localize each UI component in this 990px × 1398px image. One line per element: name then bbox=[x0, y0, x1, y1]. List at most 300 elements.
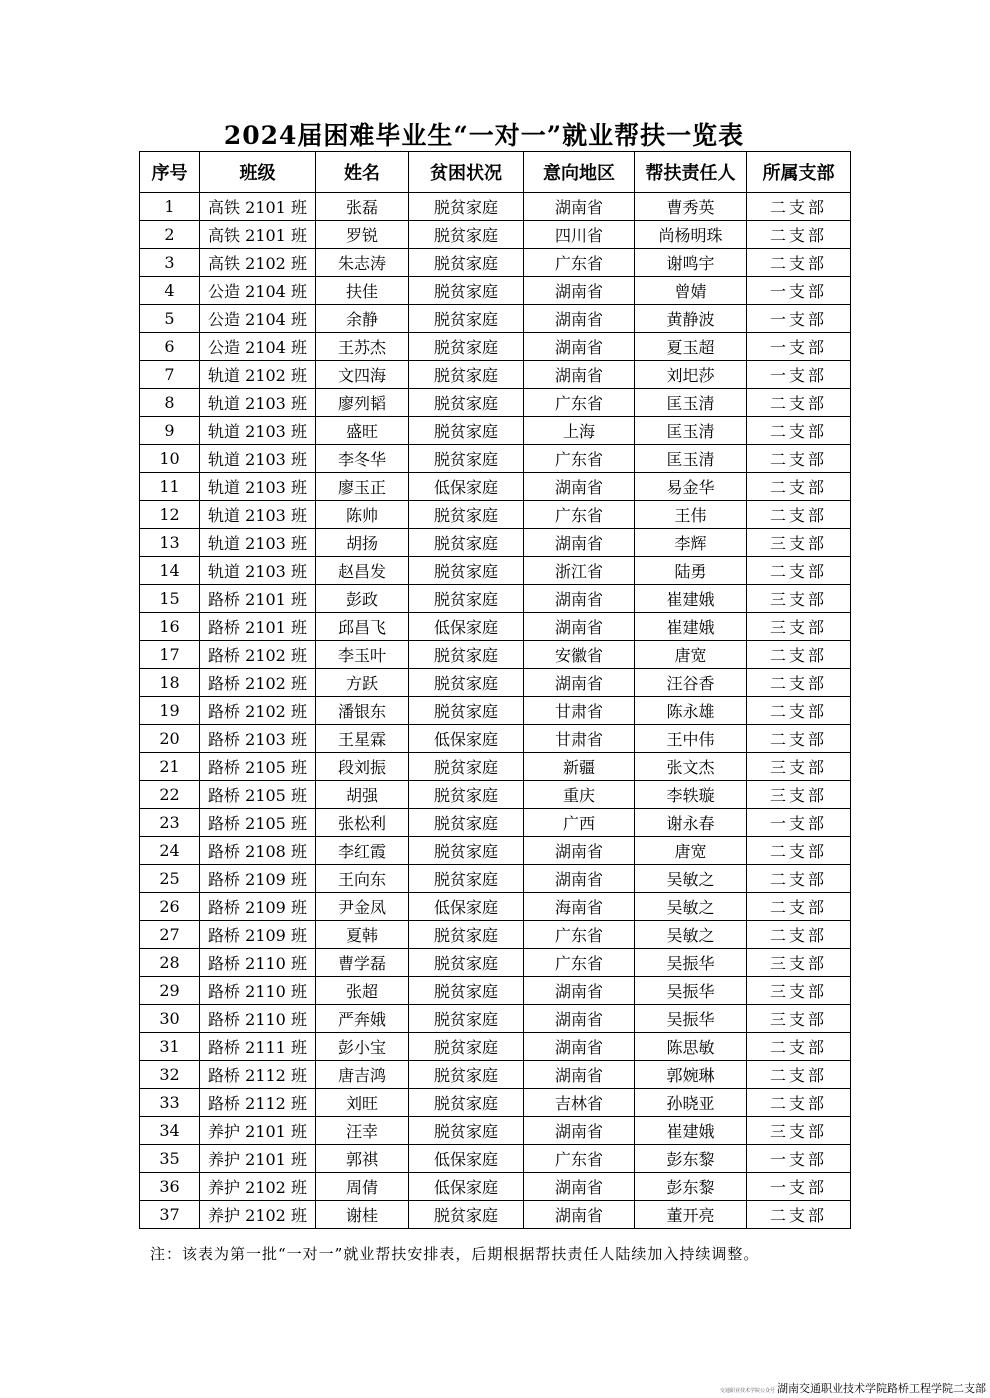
table-row bbox=[140, 1117, 851, 1145]
intended-region-cell: 安徽省 bbox=[524, 641, 635, 669]
responsible-person-cell: 曾婧 bbox=[635, 277, 747, 305]
header-cell: 序号 bbox=[140, 152, 200, 193]
branch-cell: 二支部 bbox=[747, 445, 851, 473]
responsible-person-cell: 尚杨明珠 bbox=[635, 221, 747, 249]
row-number-cell: 31 bbox=[140, 1033, 200, 1061]
branch-cell: 一支部 bbox=[747, 361, 851, 389]
responsible-person-cell: 汪谷香 bbox=[635, 669, 747, 697]
intended-region-cell: 浙江省 bbox=[524, 557, 635, 585]
responsible-person-cell: 陈思敏 bbox=[635, 1033, 747, 1061]
class-name-cell: 路桥 2103 班 bbox=[200, 725, 316, 753]
class-name-cell: 公造 2104 班 bbox=[200, 277, 316, 305]
table-row bbox=[140, 389, 851, 417]
student-name-cell: 廖列韬 bbox=[316, 389, 409, 417]
class-name-cell: 轨道 2103 班 bbox=[200, 445, 316, 473]
branch-cell: 一支部 bbox=[747, 1145, 851, 1173]
branch-cell: 二支部 bbox=[747, 669, 851, 697]
row-number-cell: 2 bbox=[140, 221, 200, 249]
responsible-person-cell: 唐宽 bbox=[635, 837, 747, 865]
intended-region-cell: 湖南省 bbox=[524, 977, 635, 1005]
class-name-cell: 路桥 2105 班 bbox=[200, 781, 316, 809]
table-row bbox=[140, 277, 851, 305]
responsible-person-cell: 吴敏之 bbox=[635, 893, 747, 921]
poverty-status-cell: 脱贫家庭 bbox=[409, 949, 524, 977]
table-row bbox=[140, 221, 851, 249]
student-name-cell: 朱志涛 bbox=[316, 249, 409, 277]
responsible-person-cell: 陆勇 bbox=[635, 557, 747, 585]
intended-region-cell: 广东省 bbox=[524, 249, 635, 277]
responsible-person-cell: 匡玉清 bbox=[635, 389, 747, 417]
row-number-cell: 36 bbox=[140, 1173, 200, 1201]
class-name-cell: 路桥 2102 班 bbox=[200, 669, 316, 697]
row-number-cell: 8 bbox=[140, 389, 200, 417]
responsible-person-cell: 郭婉琳 bbox=[635, 1061, 747, 1089]
row-number-cell: 21 bbox=[140, 753, 200, 781]
class-name-cell: 路桥 2109 班 bbox=[200, 921, 316, 949]
branch-cell: 二支部 bbox=[747, 417, 851, 445]
table-row bbox=[140, 1061, 851, 1089]
class-name-cell: 路桥 2108 班 bbox=[200, 837, 316, 865]
assistance-table bbox=[139, 151, 851, 1229]
poverty-status-cell: 脱贫家庭 bbox=[409, 501, 524, 529]
student-name-cell: 罗锐 bbox=[316, 221, 409, 249]
row-number-cell: 23 bbox=[140, 809, 200, 837]
branch-cell: 三支部 bbox=[747, 1005, 851, 1033]
class-name-cell: 轨道 2103 班 bbox=[200, 389, 316, 417]
table-row bbox=[140, 193, 851, 221]
intended-region-cell: 湖南省 bbox=[524, 361, 635, 389]
intended-region-cell: 广西 bbox=[524, 809, 635, 837]
class-name-cell: 路桥 2110 班 bbox=[200, 949, 316, 977]
poverty-status-cell: 脱贫家庭 bbox=[409, 809, 524, 837]
source-footer bbox=[720, 1380, 986, 1396]
student-name-cell: 汪幸 bbox=[316, 1117, 409, 1145]
student-name-cell: 唐吉鸿 bbox=[316, 1061, 409, 1089]
responsible-person-cell: 董开亮 bbox=[635, 1201, 747, 1229]
branch-cell: 三支部 bbox=[747, 781, 851, 809]
row-number-cell: 17 bbox=[140, 641, 200, 669]
row-number-cell: 15 bbox=[140, 585, 200, 613]
row-number-cell: 4 bbox=[140, 277, 200, 305]
poverty-status-cell: 脱贫家庭 bbox=[409, 249, 524, 277]
row-number-cell: 1 bbox=[140, 193, 200, 221]
row-number-cell: 18 bbox=[140, 669, 200, 697]
responsible-person-cell: 陈永雄 bbox=[635, 697, 747, 725]
student-name-cell: 廖玉正 bbox=[316, 473, 409, 501]
poverty-status-cell: 低保家庭 bbox=[409, 1173, 524, 1201]
table-row bbox=[140, 361, 851, 389]
responsible-person-cell: 吴振华 bbox=[635, 1005, 747, 1033]
student-name-cell: 扶佳 bbox=[316, 277, 409, 305]
poverty-status-cell: 脱贫家庭 bbox=[409, 333, 524, 361]
student-name-cell: 文四海 bbox=[316, 361, 409, 389]
class-name-cell: 路桥 2102 班 bbox=[200, 641, 316, 669]
responsible-person-cell: 孙晓亚 bbox=[635, 1089, 747, 1117]
class-name-cell: 公造 2104 班 bbox=[200, 305, 316, 333]
intended-region-cell: 湖南省 bbox=[524, 1173, 635, 1201]
intended-region-cell: 甘肃省 bbox=[524, 725, 635, 753]
responsible-person-cell: 崔建娥 bbox=[635, 613, 747, 641]
header-cell: 意向地区 bbox=[524, 152, 635, 193]
poverty-status-cell: 低保家庭 bbox=[409, 725, 524, 753]
branch-cell: 二支部 bbox=[747, 865, 851, 893]
branch-cell: 二支部 bbox=[747, 641, 851, 669]
row-number-cell: 37 bbox=[140, 1201, 200, 1229]
row-number-cell: 12 bbox=[140, 501, 200, 529]
intended-region-cell: 湖南省 bbox=[524, 865, 635, 893]
responsible-person-cell: 崔建娥 bbox=[635, 585, 747, 613]
intended-region-cell: 湖南省 bbox=[524, 305, 635, 333]
table-row bbox=[140, 1089, 851, 1117]
table-row bbox=[140, 977, 851, 1005]
table-row bbox=[140, 753, 851, 781]
row-number-cell: 34 bbox=[140, 1117, 200, 1145]
responsible-person-cell: 匡玉清 bbox=[635, 417, 747, 445]
intended-region-cell: 甘肃省 bbox=[524, 697, 635, 725]
table-row bbox=[140, 1145, 851, 1173]
branch-cell: 二支部 bbox=[747, 249, 851, 277]
table-row bbox=[140, 501, 851, 529]
student-name-cell: 王苏杰 bbox=[316, 333, 409, 361]
intended-region-cell: 广东省 bbox=[524, 1145, 635, 1173]
class-name-cell: 路桥 2101 班 bbox=[200, 613, 316, 641]
intended-region-cell: 湖南省 bbox=[524, 333, 635, 361]
branch-cell: 二支部 bbox=[747, 837, 851, 865]
poverty-status-cell: 低保家庭 bbox=[409, 893, 524, 921]
poverty-status-cell: 脱贫家庭 bbox=[409, 669, 524, 697]
poverty-status-cell: 脱贫家庭 bbox=[409, 1005, 524, 1033]
class-name-cell: 养护 2101 班 bbox=[200, 1117, 316, 1145]
class-name-cell: 路桥 2101 班 bbox=[200, 585, 316, 613]
student-name-cell: 陈帅 bbox=[316, 501, 409, 529]
class-name-cell: 轨道 2103 班 bbox=[200, 473, 316, 501]
row-number-cell: 20 bbox=[140, 725, 200, 753]
row-number-cell: 11 bbox=[140, 473, 200, 501]
row-number-cell: 9 bbox=[140, 417, 200, 445]
poverty-status-cell: 脱贫家庭 bbox=[409, 305, 524, 333]
responsible-person-cell: 匡玉清 bbox=[635, 445, 747, 473]
table-row bbox=[140, 1005, 851, 1033]
header-cell: 姓名 bbox=[316, 152, 409, 193]
branch-cell: 二支部 bbox=[747, 921, 851, 949]
student-name-cell: 彭小宝 bbox=[316, 1033, 409, 1061]
branch-cell: 二支部 bbox=[747, 389, 851, 417]
class-name-cell: 养护 2101 班 bbox=[200, 1145, 316, 1173]
table-body bbox=[140, 193, 851, 1229]
intended-region-cell: 湖南省 bbox=[524, 277, 635, 305]
branch-cell: 三支部 bbox=[747, 1117, 851, 1145]
class-name-cell: 路桥 2105 班 bbox=[200, 753, 316, 781]
table-row bbox=[140, 1033, 851, 1061]
responsible-person-cell: 张文杰 bbox=[635, 753, 747, 781]
branch-cell: 一支部 bbox=[747, 277, 851, 305]
intended-region-cell: 湖南省 bbox=[524, 837, 635, 865]
class-name-cell: 路桥 2111 班 bbox=[200, 1033, 316, 1061]
responsible-person-cell: 王伟 bbox=[635, 501, 747, 529]
intended-region-cell: 广东省 bbox=[524, 389, 635, 417]
poverty-status-cell: 低保家庭 bbox=[409, 613, 524, 641]
student-name-cell: 潘银东 bbox=[316, 697, 409, 725]
poverty-status-cell: 脱贫家庭 bbox=[409, 697, 524, 725]
table-row bbox=[140, 1201, 851, 1229]
table-row bbox=[140, 473, 851, 501]
header-cell: 贫困状况 bbox=[409, 152, 524, 193]
responsible-person-cell: 吴振华 bbox=[635, 949, 747, 977]
table-row bbox=[140, 837, 851, 865]
student-name-cell: 王向东 bbox=[316, 865, 409, 893]
responsible-person-cell: 彭东黎 bbox=[635, 1145, 747, 1173]
branch-cell: 二支部 bbox=[747, 893, 851, 921]
responsible-person-cell: 李轶璇 bbox=[635, 781, 747, 809]
responsible-person-cell: 吴敏之 bbox=[635, 865, 747, 893]
responsible-person-cell: 曹秀英 bbox=[635, 193, 747, 221]
poverty-status-cell: 脱贫家庭 bbox=[409, 977, 524, 1005]
poverty-status-cell: 脱贫家庭 bbox=[409, 1089, 524, 1117]
row-number-cell: 14 bbox=[140, 557, 200, 585]
class-name-cell: 路桥 2112 班 bbox=[200, 1089, 316, 1117]
student-name-cell: 段刘振 bbox=[316, 753, 409, 781]
poverty-status-cell: 脱贫家庭 bbox=[409, 585, 524, 613]
table-row bbox=[140, 697, 851, 725]
branch-cell: 二支部 bbox=[747, 697, 851, 725]
branch-cell: 二支部 bbox=[747, 725, 851, 753]
table-row bbox=[140, 921, 851, 949]
class-name-cell: 路桥 2110 班 bbox=[200, 977, 316, 1005]
poverty-status-cell: 低保家庭 bbox=[409, 1145, 524, 1173]
table-row bbox=[140, 725, 851, 753]
row-number-cell: 32 bbox=[140, 1061, 200, 1089]
header-cell: 班级 bbox=[200, 152, 316, 193]
responsible-person-cell: 谢永春 bbox=[635, 809, 747, 837]
student-name-cell: 胡扬 bbox=[316, 529, 409, 557]
branch-cell: 二支部 bbox=[747, 1033, 851, 1061]
intended-region-cell: 湖南省 bbox=[524, 1201, 635, 1229]
responsible-person-cell: 吴敏之 bbox=[635, 921, 747, 949]
intended-region-cell: 湖南省 bbox=[524, 1033, 635, 1061]
row-number-cell: 26 bbox=[140, 893, 200, 921]
student-name-cell: 王星霖 bbox=[316, 725, 409, 753]
poverty-status-cell: 脱贫家庭 bbox=[409, 361, 524, 389]
intended-region-cell: 广东省 bbox=[524, 921, 635, 949]
poverty-status-cell: 脱贫家庭 bbox=[409, 389, 524, 417]
responsible-person-cell: 夏玉超 bbox=[635, 333, 747, 361]
class-name-cell: 路桥 2109 班 bbox=[200, 893, 316, 921]
branch-cell: 三支部 bbox=[747, 977, 851, 1005]
class-name-cell: 高铁 2101 班 bbox=[200, 221, 316, 249]
row-number-cell: 35 bbox=[140, 1145, 200, 1173]
branch-cell: 三支部 bbox=[747, 949, 851, 977]
row-number-cell: 10 bbox=[140, 445, 200, 473]
header-cell: 所属支部 bbox=[747, 152, 851, 193]
table-row bbox=[140, 417, 851, 445]
class-name-cell: 养护 2102 班 bbox=[200, 1201, 316, 1229]
row-number-cell: 16 bbox=[140, 613, 200, 641]
branch-cell: 三支部 bbox=[747, 753, 851, 781]
student-name-cell: 张磊 bbox=[316, 193, 409, 221]
poverty-status-cell: 脱贫家庭 bbox=[409, 445, 524, 473]
intended-region-cell: 湖南省 bbox=[524, 193, 635, 221]
student-name-cell: 郭祺 bbox=[316, 1145, 409, 1173]
branch-cell: 一支部 bbox=[747, 333, 851, 361]
intended-region-cell: 湖南省 bbox=[524, 1061, 635, 1089]
student-name-cell: 周倩 bbox=[316, 1173, 409, 1201]
poverty-status-cell: 脱贫家庭 bbox=[409, 753, 524, 781]
intended-region-cell: 重庆 bbox=[524, 781, 635, 809]
branch-cell: 三支部 bbox=[747, 585, 851, 613]
poverty-status-cell: 脱贫家庭 bbox=[409, 1117, 524, 1145]
student-name-cell: 尹金凤 bbox=[316, 893, 409, 921]
source-text: 湖南交通职业技术学院路桥工程学院二支部 bbox=[777, 1382, 986, 1395]
row-number-cell: 30 bbox=[140, 1005, 200, 1033]
footnote: 注：该表为第一批“一对一”就业帮扶安排表，后期根据帮扶责任人陆续加入持续调整。 bbox=[150, 1245, 760, 1263]
row-number-cell: 5 bbox=[140, 305, 200, 333]
branch-cell: 二支部 bbox=[747, 193, 851, 221]
row-number-cell: 3 bbox=[140, 249, 200, 277]
responsible-person-cell: 刘圯莎 bbox=[635, 361, 747, 389]
student-name-cell: 胡强 bbox=[316, 781, 409, 809]
intended-region-cell: 广东省 bbox=[524, 445, 635, 473]
poverty-status-cell: 脱贫家庭 bbox=[409, 781, 524, 809]
branch-cell: 一支部 bbox=[747, 1173, 851, 1201]
class-name-cell: 高铁 2102 班 bbox=[200, 249, 316, 277]
responsible-person-cell: 彭东黎 bbox=[635, 1173, 747, 1201]
intended-region-cell: 广东省 bbox=[524, 949, 635, 977]
student-name-cell: 方跃 bbox=[316, 669, 409, 697]
student-name-cell: 张超 bbox=[316, 977, 409, 1005]
branch-cell: 三支部 bbox=[747, 613, 851, 641]
row-number-cell: 24 bbox=[140, 837, 200, 865]
table-row bbox=[140, 1173, 851, 1201]
poverty-status-cell: 低保家庭 bbox=[409, 473, 524, 501]
poverty-status-cell: 脱贫家庭 bbox=[409, 1033, 524, 1061]
responsible-person-cell: 李辉 bbox=[635, 529, 747, 557]
table-row bbox=[140, 529, 851, 557]
row-number-cell: 27 bbox=[140, 921, 200, 949]
intended-region-cell: 新疆 bbox=[524, 753, 635, 781]
student-name-cell: 盛旺 bbox=[316, 417, 409, 445]
row-number-cell: 29 bbox=[140, 977, 200, 1005]
intended-region-cell: 湖南省 bbox=[524, 473, 635, 501]
table-row bbox=[140, 669, 851, 697]
branch-cell: 二支部 bbox=[747, 1061, 851, 1089]
intended-region-cell: 海南省 bbox=[524, 893, 635, 921]
poverty-status-cell: 脱贫家庭 bbox=[409, 417, 524, 445]
branch-cell: 二支部 bbox=[747, 221, 851, 249]
intended-region-cell: 湖南省 bbox=[524, 1117, 635, 1145]
table-row bbox=[140, 613, 851, 641]
table-row bbox=[140, 949, 851, 977]
table-row bbox=[140, 809, 851, 837]
intended-region-cell: 吉林省 bbox=[524, 1089, 635, 1117]
class-name-cell: 路桥 2110 班 bbox=[200, 1005, 316, 1033]
student-name-cell: 刘旺 bbox=[316, 1089, 409, 1117]
table-row bbox=[140, 641, 851, 669]
class-name-cell: 养护 2102 班 bbox=[200, 1173, 316, 1201]
table-row bbox=[140, 305, 851, 333]
class-name-cell: 路桥 2109 班 bbox=[200, 865, 316, 893]
poverty-status-cell: 脱贫家庭 bbox=[409, 865, 524, 893]
class-name-cell: 路桥 2105 班 bbox=[200, 809, 316, 837]
branch-cell: 二支部 bbox=[747, 501, 851, 529]
intended-region-cell: 湖南省 bbox=[524, 613, 635, 641]
table-row bbox=[140, 781, 851, 809]
intended-region-cell: 湖南省 bbox=[524, 669, 635, 697]
row-number-cell: 7 bbox=[140, 361, 200, 389]
intended-region-cell: 湖南省 bbox=[524, 1005, 635, 1033]
table-row bbox=[140, 585, 851, 613]
student-name-cell: 张松利 bbox=[316, 809, 409, 837]
responsible-person-cell: 易金华 bbox=[635, 473, 747, 501]
poverty-status-cell: 脱贫家庭 bbox=[409, 1061, 524, 1089]
branch-cell: 二支部 bbox=[747, 557, 851, 585]
poverty-status-cell: 脱贫家庭 bbox=[409, 193, 524, 221]
intended-region-cell: 湖南省 bbox=[524, 529, 635, 557]
class-name-cell: 轨道 2102 班 bbox=[200, 361, 316, 389]
branch-cell: 二支部 bbox=[747, 473, 851, 501]
table-row bbox=[140, 333, 851, 361]
intended-region-cell: 广东省 bbox=[524, 501, 635, 529]
student-name-cell: 谢桂 bbox=[316, 1201, 409, 1229]
class-name-cell: 轨道 2103 班 bbox=[200, 529, 316, 557]
class-name-cell: 高铁 2101 班 bbox=[200, 193, 316, 221]
page-title: 2024届困难毕业生“一对一”就业帮扶一览表 bbox=[223, 121, 745, 150]
table-row bbox=[140, 557, 851, 585]
responsible-person-cell: 黄静波 bbox=[635, 305, 747, 333]
poverty-status-cell: 脱贫家庭 bbox=[409, 557, 524, 585]
intended-region-cell: 上海 bbox=[524, 417, 635, 445]
poverty-status-cell: 脱贫家庭 bbox=[409, 837, 524, 865]
row-number-cell: 19 bbox=[140, 697, 200, 725]
branch-cell: 一支部 bbox=[747, 809, 851, 837]
poverty-status-cell: 脱贫家庭 bbox=[409, 277, 524, 305]
student-name-cell: 彭政 bbox=[316, 585, 409, 613]
row-number-cell: 25 bbox=[140, 865, 200, 893]
row-number-cell: 22 bbox=[140, 781, 200, 809]
branch-cell: 二支部 bbox=[747, 1201, 851, 1229]
student-name-cell: 李冬华 bbox=[316, 445, 409, 473]
watermark-text: 交通职业技术学院公众号 bbox=[719, 1388, 775, 1394]
class-name-cell: 公造 2104 班 bbox=[200, 333, 316, 361]
intended-region-cell: 四川省 bbox=[524, 221, 635, 249]
row-number-cell: 33 bbox=[140, 1089, 200, 1117]
table-header-row bbox=[140, 152, 851, 193]
class-name-cell: 路桥 2112 班 bbox=[200, 1061, 316, 1089]
row-number-cell: 6 bbox=[140, 333, 200, 361]
table-row bbox=[140, 445, 851, 473]
class-name-cell: 路桥 2102 班 bbox=[200, 697, 316, 725]
student-name-cell: 夏韩 bbox=[316, 921, 409, 949]
responsible-person-cell: 吴振华 bbox=[635, 977, 747, 1005]
branch-cell: 三支部 bbox=[747, 529, 851, 557]
branch-cell: 二支部 bbox=[747, 1089, 851, 1117]
class-name-cell: 轨道 2103 班 bbox=[200, 417, 316, 445]
student-name-cell: 严奔娥 bbox=[316, 1005, 409, 1033]
row-number-cell: 13 bbox=[140, 529, 200, 557]
table-row bbox=[140, 249, 851, 277]
table-row bbox=[140, 893, 851, 921]
responsible-person-cell: 崔建娥 bbox=[635, 1117, 747, 1145]
poverty-status-cell: 脱贫家庭 bbox=[409, 221, 524, 249]
student-name-cell: 赵昌发 bbox=[316, 557, 409, 585]
row-number-cell: 28 bbox=[140, 949, 200, 977]
class-name-cell: 轨道 2103 班 bbox=[200, 557, 316, 585]
poverty-status-cell: 脱贫家庭 bbox=[409, 921, 524, 949]
poverty-status-cell: 脱贫家庭 bbox=[409, 1201, 524, 1229]
responsible-person-cell: 谢鸣宇 bbox=[635, 249, 747, 277]
student-name-cell: 曹学磊 bbox=[316, 949, 409, 977]
intended-region-cell: 湖南省 bbox=[524, 585, 635, 613]
student-name-cell: 邱昌飞 bbox=[316, 613, 409, 641]
